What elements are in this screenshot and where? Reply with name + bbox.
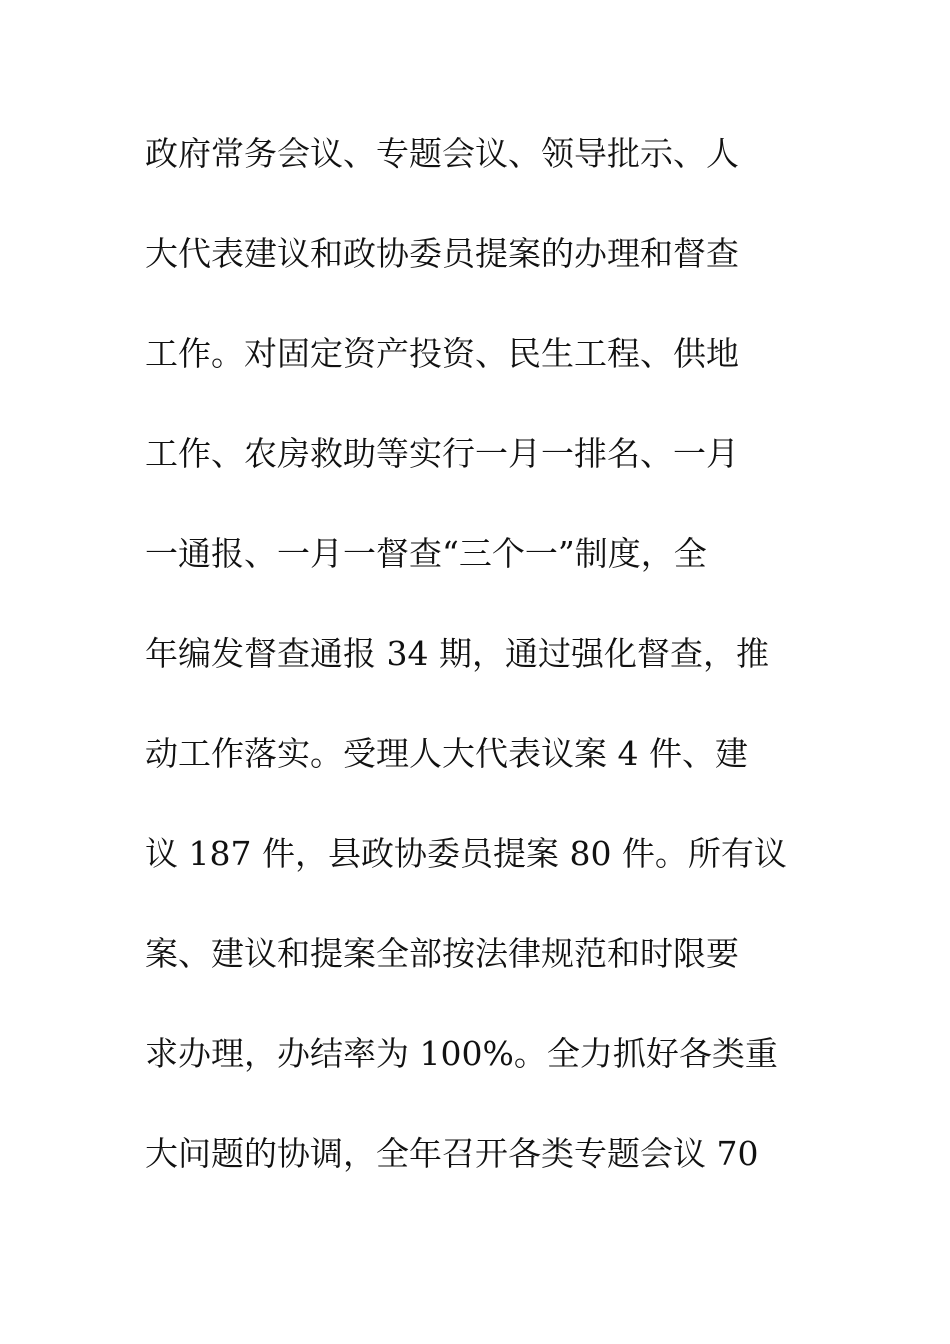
text-line: 工作、农房救助等实行一月一排名、一月	[145, 434, 739, 473]
text-line: 动工作落实。受理人大代表议案 4 件、建	[145, 734, 748, 773]
text-line: 议 187 件，县政协委员提案 80 件。所有议	[145, 834, 787, 873]
text-line: 工作。对固定资产投资、民生工程、供地	[145, 334, 739, 373]
text-line: 政府常务会议、专题会议、领导批示、人	[145, 134, 739, 173]
text-line: 大代表建议和政协委员提案的办理和督查	[145, 234, 739, 273]
text-line: 案、建议和提案全部按法律规范和时限要	[145, 934, 739, 973]
body-paragraph	[145, 126, 805, 1226]
text-line: 求办理，办结率为 100%。全力抓好各类重	[145, 1034, 778, 1073]
text-line: 大问题的协调，全年召开各类专题会议 70	[145, 1134, 759, 1173]
text-line: 一通报、一月一督查“三个一”制度，全	[145, 534, 707, 573]
text-line: 年编发督查通报 34 期，通过强化督查，推	[145, 634, 769, 673]
